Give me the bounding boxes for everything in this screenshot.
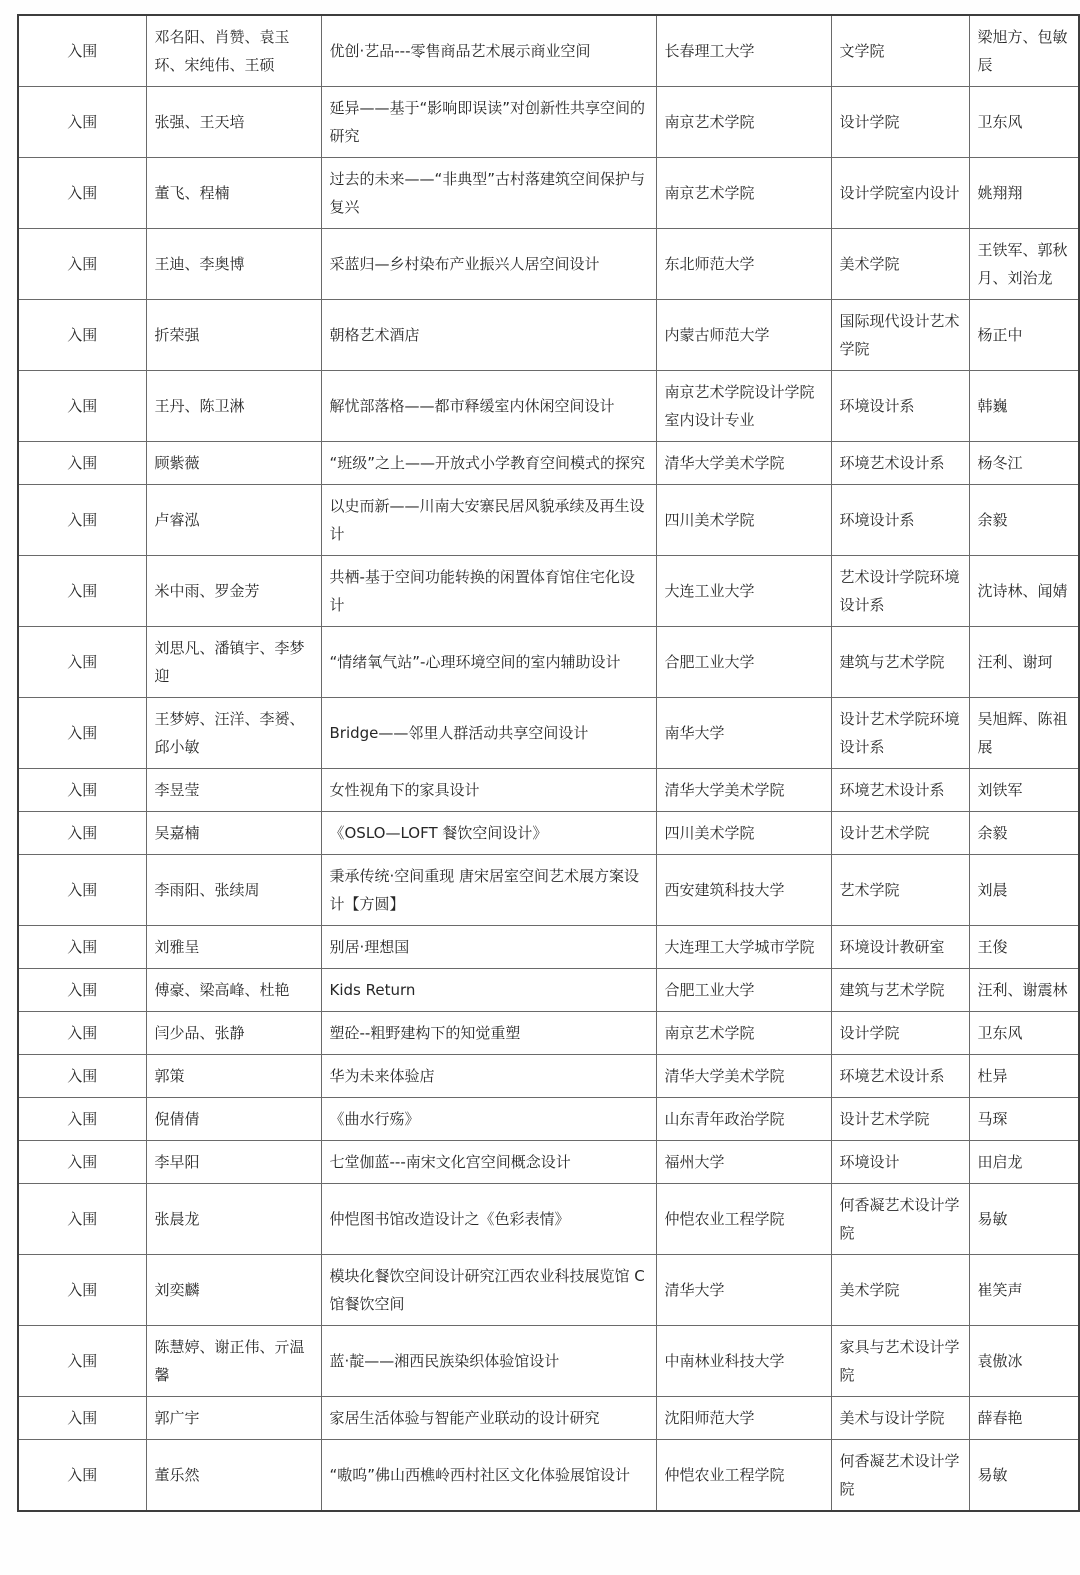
- cell-award-status: 入围: [18, 1255, 146, 1326]
- table-row: [18, 556, 1079, 627]
- cell-university: 长春理工大学: [656, 15, 831, 87]
- table-row: [18, 1012, 1079, 1055]
- table-row: [18, 1055, 1079, 1098]
- cell-project-title: “情绪氧气站”-心理环境空间的室内辅助设计: [321, 627, 656, 698]
- cell-university: 合肥工业大学: [656, 627, 831, 698]
- cell-project-title: 过去的未来——“非典型”古村落建筑空间保护与复兴: [321, 158, 656, 229]
- cell-authors: 闫少品、张静: [146, 1012, 321, 1055]
- cell-award-status: 入围: [18, 1098, 146, 1141]
- results-table: [17, 14, 1080, 1512]
- cell-department: 建筑与艺术学院: [831, 627, 969, 698]
- cell-award-status: 入围: [18, 855, 146, 926]
- cell-award-status: 入围: [18, 1397, 146, 1440]
- cell-project-title: 《OSLO—LOFT 餐饮空间设计》: [321, 812, 656, 855]
- cell-advisors: 沈诗林、闻婧: [969, 556, 1079, 627]
- cell-department: 环境设计: [831, 1141, 969, 1184]
- cell-award-status: 入围: [18, 87, 146, 158]
- cell-project-title: “嗷呜”佛山西樵岭西村社区文化体验展馆设计: [321, 1440, 656, 1512]
- cell-project-title: 以史而新——川南大安寨民居风貌承续及再生设计: [321, 485, 656, 556]
- cell-award-status: 入围: [18, 769, 146, 812]
- cell-department: 环境艺术设计系: [831, 769, 969, 812]
- table-row: [18, 371, 1079, 442]
- table-row: [18, 87, 1079, 158]
- cell-university: 仲恺农业工程学院: [656, 1440, 831, 1512]
- cell-university: 福州大学: [656, 1141, 831, 1184]
- cell-university: 内蒙古师范大学: [656, 300, 831, 371]
- cell-university: 仲恺农业工程学院: [656, 1184, 831, 1255]
- cell-project-title: 七堂伽蓝---南宋文化宫空间概念设计: [321, 1141, 656, 1184]
- cell-award-status: 入围: [18, 627, 146, 698]
- table-row: [18, 1440, 1079, 1512]
- cell-authors: 董乐然: [146, 1440, 321, 1512]
- table-row: [18, 812, 1079, 855]
- table-row: [18, 698, 1079, 769]
- cell-advisors: 杨冬江: [969, 442, 1079, 485]
- cell-project-title: 家居生活体验与智能产业联动的设计研究: [321, 1397, 656, 1440]
- table-row: [18, 300, 1079, 371]
- cell-advisors: 王铁军、郭秋月、刘治龙: [969, 229, 1079, 300]
- cell-university: 清华大学美术学院: [656, 1055, 831, 1098]
- cell-advisors: 马琛: [969, 1098, 1079, 1141]
- cell-authors: 吴嘉楠: [146, 812, 321, 855]
- table-row: [18, 158, 1079, 229]
- table-row: [18, 485, 1079, 556]
- cell-advisors: 梁旭方、包敏辰: [969, 15, 1079, 87]
- cell-department: 艺术设计学院环境设计系: [831, 556, 969, 627]
- cell-department: 环境艺术设计系: [831, 442, 969, 485]
- cell-university: 四川美术学院: [656, 485, 831, 556]
- cell-award-status: 入围: [18, 1055, 146, 1098]
- cell-university: 山东青年政治学院: [656, 1098, 831, 1141]
- table-row: [18, 1184, 1079, 1255]
- cell-authors: 卢睿泓: [146, 485, 321, 556]
- cell-project-title: Bridge——邻里人群活动共享空间设计: [321, 698, 656, 769]
- cell-university: 清华大学美术学院: [656, 769, 831, 812]
- cell-university: 南京艺术学院设计学院室内设计专业: [656, 371, 831, 442]
- cell-award-status: 入围: [18, 1184, 146, 1255]
- cell-department: 何香凝艺术设计学院: [831, 1440, 969, 1512]
- cell-authors: 李昱莹: [146, 769, 321, 812]
- cell-department: 环境艺术设计系: [831, 1055, 969, 1098]
- table-row: [18, 229, 1079, 300]
- cell-award-status: 入围: [18, 1440, 146, 1512]
- cell-award-status: 入围: [18, 485, 146, 556]
- cell-university: 清华大学: [656, 1255, 831, 1326]
- cell-advisors: 王俊: [969, 926, 1079, 969]
- cell-project-title: “班级”之上——开放式小学教育空间模式的探究: [321, 442, 656, 485]
- cell-authors: 王梦婷、汪洋、李赟、邱小敏: [146, 698, 321, 769]
- table-row: [18, 1141, 1079, 1184]
- cell-authors: 刘雅呈: [146, 926, 321, 969]
- cell-authors: 王丹、陈卫淋: [146, 371, 321, 442]
- cell-authors: 倪倩倩: [146, 1098, 321, 1141]
- cell-award-status: 入围: [18, 969, 146, 1012]
- cell-award-status: 入围: [18, 442, 146, 485]
- cell-advisors: 韩巍: [969, 371, 1079, 442]
- cell-project-title: 采蓝归—乡村染布产业振兴人居空间设计: [321, 229, 656, 300]
- cell-department: 设计艺术学院: [831, 1098, 969, 1141]
- table-row: [18, 442, 1079, 485]
- cell-department: 设计学院: [831, 87, 969, 158]
- cell-advisors: 易敏: [969, 1440, 1079, 1512]
- cell-department: 美术与设计学院: [831, 1397, 969, 1440]
- cell-department: 环境设计系: [831, 485, 969, 556]
- cell-authors: 张晨龙: [146, 1184, 321, 1255]
- cell-authors: 刘思凡、潘镇宇、李梦迎: [146, 627, 321, 698]
- cell-advisors: 刘铁军: [969, 769, 1079, 812]
- cell-advisors: 刘晨: [969, 855, 1079, 926]
- cell-advisors: 余毅: [969, 485, 1079, 556]
- cell-award-status: 入围: [18, 300, 146, 371]
- cell-university: 清华大学美术学院: [656, 442, 831, 485]
- cell-authors: 邓名阳、肖赞、袁玉环、宋纯伟、王硕: [146, 15, 321, 87]
- cell-university: 四川美术学院: [656, 812, 831, 855]
- cell-project-title: 仲恺图书馆改造设计之《色彩表情》: [321, 1184, 656, 1255]
- cell-department: 艺术学院: [831, 855, 969, 926]
- table-row: [18, 1326, 1079, 1397]
- cell-award-status: 入围: [18, 15, 146, 87]
- cell-university: 沈阳师范大学: [656, 1397, 831, 1440]
- cell-department: 何香凝艺术设计学院: [831, 1184, 969, 1255]
- cell-university: 中南林业科技大学: [656, 1326, 831, 1397]
- cell-authors: 张强、王天培: [146, 87, 321, 158]
- cell-project-title: 蓝·靛——湘西民族染织体验馆设计: [321, 1326, 656, 1397]
- cell-advisors: 汪利、谢珂: [969, 627, 1079, 698]
- table-row: [18, 1255, 1079, 1326]
- cell-project-title: 塑砼--粗野建构下的知觉重塑: [321, 1012, 656, 1055]
- cell-department: 设计学院室内设计: [831, 158, 969, 229]
- cell-department: 环境设计教研室: [831, 926, 969, 969]
- cell-project-title: 共栖-基于空间功能转换的闲置体育馆住宅化设计: [321, 556, 656, 627]
- cell-award-status: 入围: [18, 229, 146, 300]
- cell-advisors: 卫东风: [969, 1012, 1079, 1055]
- table-row: [18, 15, 1079, 87]
- cell-authors: 陈慧婷、谢正伟、亓温馨: [146, 1326, 321, 1397]
- cell-project-title: 模块化餐饮空间设计研究江西农业科技展览馆 C 馆餐饮空间: [321, 1255, 656, 1326]
- cell-project-title: 女性视角下的家具设计: [321, 769, 656, 812]
- cell-advisors: 卫东风: [969, 87, 1079, 158]
- cell-advisors: 杨正中: [969, 300, 1079, 371]
- cell-department: 设计学院: [831, 1012, 969, 1055]
- cell-project-title: 解忧部落格——都市释缓室内休闲空间设计: [321, 371, 656, 442]
- cell-department: 国际现代设计艺术学院: [831, 300, 969, 371]
- cell-advisors: 吴旭辉、陈祖展: [969, 698, 1079, 769]
- cell-advisors: 易敏: [969, 1184, 1079, 1255]
- table-row: [18, 926, 1079, 969]
- cell-department: 美术学院: [831, 229, 969, 300]
- cell-advisors: 杜异: [969, 1055, 1079, 1098]
- cell-project-title: 秉承传统·空间重现 唐宋居室空间艺术展方案设计【方圆】: [321, 855, 656, 926]
- cell-award-status: 入围: [18, 1326, 146, 1397]
- table-row: [18, 769, 1079, 812]
- cell-advisors: 薛春艳: [969, 1397, 1079, 1440]
- cell-department: 美术学院: [831, 1255, 969, 1326]
- cell-advisors: 崔笑声: [969, 1255, 1079, 1326]
- cell-award-status: 入围: [18, 556, 146, 627]
- cell-university: 南京艺术学院: [656, 158, 831, 229]
- cell-department: 文学院: [831, 15, 969, 87]
- cell-advisors: 袁傲冰: [969, 1326, 1079, 1397]
- cell-university: 南华大学: [656, 698, 831, 769]
- cell-authors: 郭策: [146, 1055, 321, 1098]
- cell-award-status: 入围: [18, 1141, 146, 1184]
- cell-authors: 李雨阳、张续周: [146, 855, 321, 926]
- table-row: [18, 1098, 1079, 1141]
- cell-advisors: 姚翔翔: [969, 158, 1079, 229]
- cell-authors: 折荣强: [146, 300, 321, 371]
- cell-authors: 米中雨、罗金芳: [146, 556, 321, 627]
- cell-award-status: 入围: [18, 926, 146, 969]
- cell-university: 南京艺术学院: [656, 87, 831, 158]
- cell-award-status: 入围: [18, 158, 146, 229]
- cell-project-title: 优创·艺品---零售商品艺术展示商业空间: [321, 15, 656, 87]
- cell-project-title: 延异——基于“影响即误读”对创新性共享空间的研究: [321, 87, 656, 158]
- cell-advisors: 余毅: [969, 812, 1079, 855]
- table-row: [18, 1397, 1079, 1440]
- results-table-body: [18, 15, 1079, 1511]
- cell-authors: 顾紫薇: [146, 442, 321, 485]
- table-row: [18, 969, 1079, 1012]
- cell-university: 西安建筑科技大学: [656, 855, 831, 926]
- cell-project-title: 《曲水行殇》: [321, 1098, 656, 1141]
- cell-department: 家具与艺术设计学院: [831, 1326, 969, 1397]
- cell-university: 大连理工大学城市学院: [656, 926, 831, 969]
- cell-project-title: Kids Return: [321, 969, 656, 1012]
- cell-university: 大连工业大学: [656, 556, 831, 627]
- cell-university: 南京艺术学院: [656, 1012, 831, 1055]
- cell-award-status: 入围: [18, 812, 146, 855]
- cell-department: 建筑与艺术学院: [831, 969, 969, 1012]
- cell-project-title: 华为未来体验店: [321, 1055, 656, 1098]
- table-row: [18, 855, 1079, 926]
- cell-advisors: 汪利、谢震林: [969, 969, 1079, 1012]
- cell-university: 合肥工业大学: [656, 969, 831, 1012]
- cell-department: 环境设计系: [831, 371, 969, 442]
- cell-authors: 王迪、李奥博: [146, 229, 321, 300]
- cell-award-status: 入围: [18, 371, 146, 442]
- table-row: [18, 627, 1079, 698]
- cell-authors: 傅豪、梁高峰、杜艳: [146, 969, 321, 1012]
- cell-university: 东北师范大学: [656, 229, 831, 300]
- cell-authors: 董飞、程楠: [146, 158, 321, 229]
- cell-project-title: 别居·理想国: [321, 926, 656, 969]
- cell-authors: 李早阳: [146, 1141, 321, 1184]
- cell-award-status: 入围: [18, 698, 146, 769]
- cell-advisors: 田启龙: [969, 1141, 1079, 1184]
- cell-project-title: 朝格艺术酒店: [321, 300, 656, 371]
- cell-award-status: 入围: [18, 1012, 146, 1055]
- cell-authors: 刘奕麟: [146, 1255, 321, 1326]
- cell-department: 设计艺术学院环境设计系: [831, 698, 969, 769]
- cell-authors: 郭广宇: [146, 1397, 321, 1440]
- cell-department: 设计艺术学院: [831, 812, 969, 855]
